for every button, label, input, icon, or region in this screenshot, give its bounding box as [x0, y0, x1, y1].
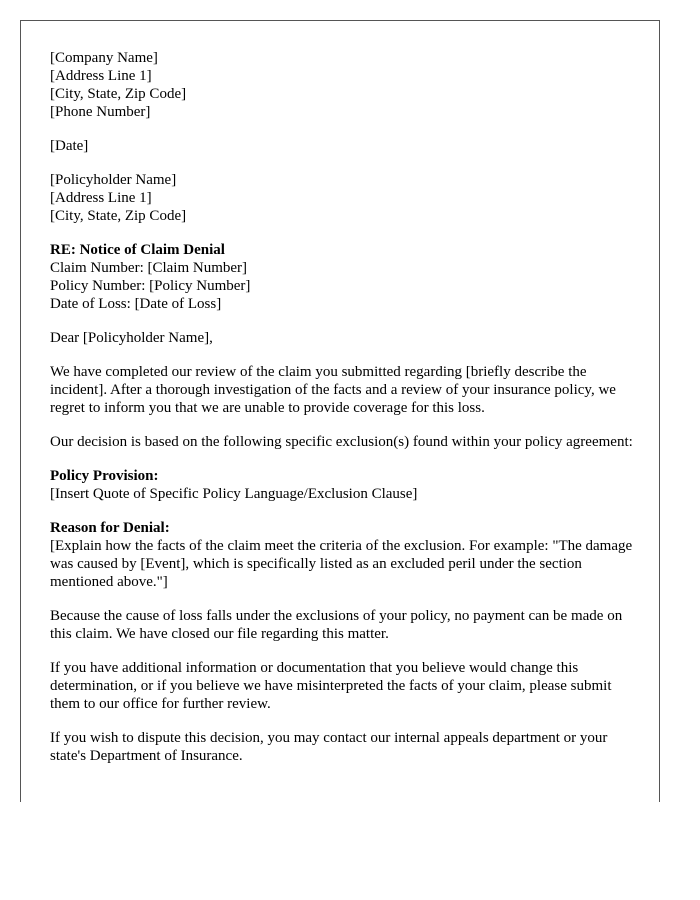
sender-address-line1: [Address Line 1] — [50, 68, 152, 84]
re-block — [50, 241, 640, 313]
sender-phone: [Phone Number] — [50, 104, 151, 120]
paragraph-additional-info: If you have additional information or documentation that you believe would change this determination, or if you believe we have misinterpreted the facts of your claim, please submit them to our office for further review. — [50, 660, 612, 712]
recipient-city-state-zip: [City, State, Zip Code] — [50, 208, 187, 224]
recipient-address — [50, 171, 640, 225]
policy-number: Policy Number: [Policy Number] — [50, 278, 251, 294]
policy-provision-section — [50, 467, 640, 503]
paragraph-dispute: If you wish to dispute this decision, you may contact our internal appeals department or your state's Department of Insurance. — [50, 730, 608, 764]
reason-heading: Reason for Denial: — [50, 520, 170, 536]
sender-address — [50, 49, 640, 121]
policy-provision-text: [Insert Quote of Specific Policy Language/Exclusion Clause] — [50, 486, 418, 502]
policy-provision-heading: Policy Provision: — [50, 468, 159, 484]
re-subject: RE: Notice of Claim Denial — [50, 242, 225, 258]
letter-date — [50, 137, 640, 155]
claim-number: Claim Number: [Claim Number] — [50, 260, 248, 276]
letter-page — [20, 20, 660, 802]
date-of-loss: Date of Loss: [Date of Loss] — [50, 296, 222, 312]
paragraph-review: We have completed our review of the claim you submitted regarding [briefly describe the incident]. After a thorough investigation of the facts and a review of your insurance policy, we regret to inform you that we are unable to provide coverage for this loss. — [50, 364, 616, 416]
sender-city-state-zip: [City, State, Zip Code] — [50, 86, 187, 102]
recipient-name: [Policyholder Name] — [50, 172, 177, 188]
paragraph-decision: Our decision is based on the following specific exclusion(s) found within your policy agreement: — [50, 434, 633, 450]
salutation — [50, 329, 640, 347]
reason-section — [50, 519, 640, 591]
date-text: [Date] — [50, 138, 89, 154]
salutation-text: Dear [Policyholder Name], — [50, 330, 213, 346]
paragraph-cause-of-loss: Because the cause of loss falls under the exclusions of your policy, no payment can be made on this claim. We have closed our file regarding this matter. — [50, 608, 623, 642]
sender-company-name: [Company Name] — [50, 50, 158, 66]
letter-content — [50, 49, 640, 781]
recipient-address-line1: [Address Line 1] — [50, 190, 152, 206]
reason-text: [Explain how the facts of the claim meet the criteria of the exclusion. For example: "The damage was caused by [Event], which is specifically listed as an excluded peril under the section mentioned above."] — [50, 538, 633, 590]
